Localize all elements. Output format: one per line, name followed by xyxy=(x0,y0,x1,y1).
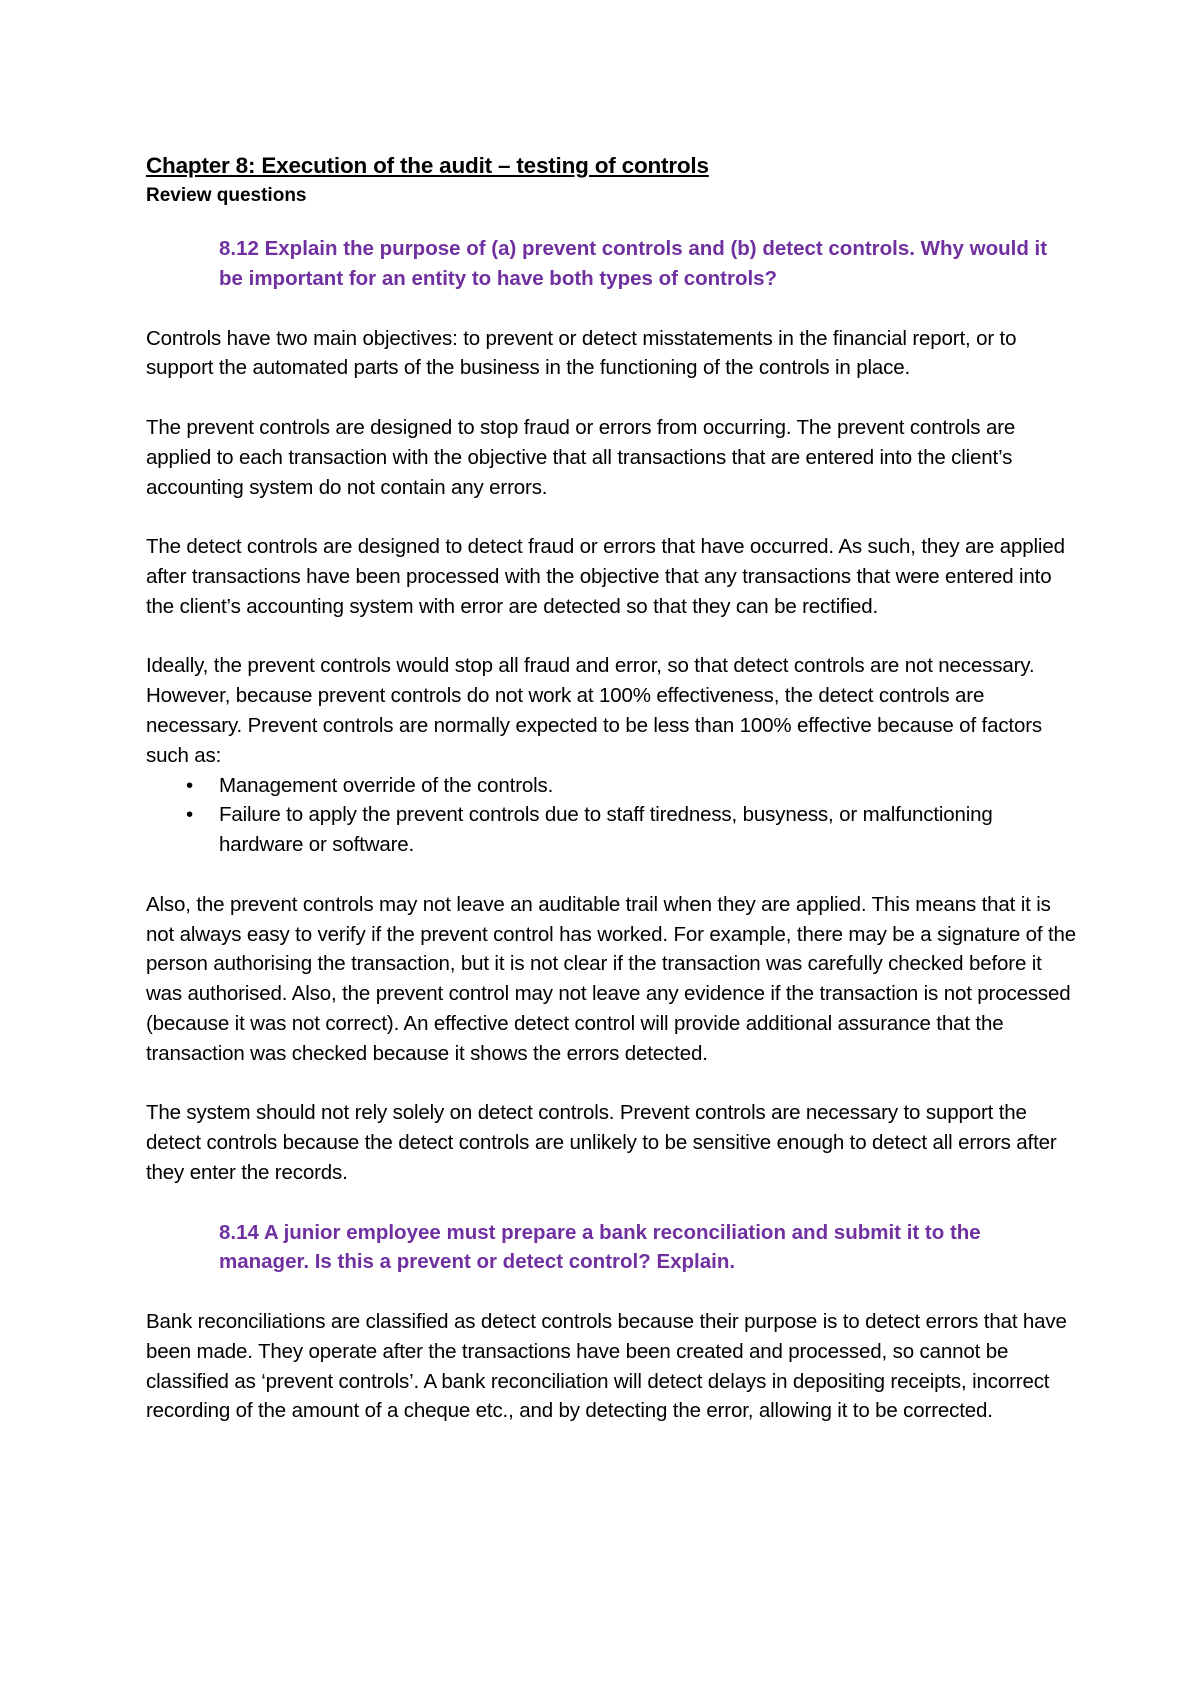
factors-list xyxy=(146,771,1076,860)
list-item-text: Management override of the controls. xyxy=(219,773,554,797)
list-item-text: Failure to apply the prevent controls due to staff tiredness, busyness, or malfunctioning hardware or software. xyxy=(219,803,993,857)
answer-8-12-paragraph-3: The detect controls are designed to detect fraud or errors that have occurred. As such, they are applied after transactions have been processed with the objective that any transactions that were entered into the client’s accounting system with error are detected so that they can be rectified. xyxy=(146,535,1065,618)
bullet-icon: • xyxy=(186,803,194,827)
answer-8-14-paragraph-1: Bank reconciliations are classified as detect controls because their purpose is to detect errors that have been made. They operate after the transactions have been created and processed, so cannot be classified as ‘prevent controls’. A bank reconciliation will detect delays in depositing receipts, incorrect recording of the amount of a cheque etc., and by detecting the error, allowing it to be corrected. xyxy=(146,1310,1067,1423)
chapter-title: Chapter 8: Execution of the audit – testing of controls xyxy=(146,153,709,178)
answer-8-12-paragraph-5: Also, the prevent controls may not leave an auditable trail when they are applied. This means that it is not always easy to verify if the prevent control has worked. For example, there may be a signature of the person authorising the transaction, but it is not clear if the transaction was carefully checked before it was authorised. Also, the prevent control may not leave any evidence if the transaction is not processed (because it was not correct). An effective detect control will provide additional assurance that the transaction was checked because it shows the errors detected. xyxy=(146,892,1077,1065)
answer-8-12-paragraph-1: Controls have two main objectives: to prevent or detect misstatements in the financial report, or to support the automated parts of the business in the functioning of the controls in place. xyxy=(146,326,1017,380)
answer-8-12-paragraph-6: The system should not rely solely on detect controls. Prevent controls are necessary to support the detect controls because the detect controls are unlikely to be sensitive enough to detect all errors after they enter the records. xyxy=(146,1101,1057,1184)
list-item xyxy=(146,800,1076,860)
bullet-icon: • xyxy=(186,773,194,797)
document-page xyxy=(146,150,1076,1456)
list-item xyxy=(146,771,1076,801)
question-8-14: 8.14 A junior employee must prepare a bank reconciliation and submit it to the manager. Is this a prevent or detect control? Explain. xyxy=(219,1220,981,1274)
answer-8-12-paragraph-2: The prevent controls are designed to stop fraud or errors from occurring. The prevent controls are applied to each transaction with the objective that all transactions that are entered into the client’s accounting system do not contain any errors. xyxy=(146,415,1016,499)
question-8-12: 8.12 Explain the purpose of (a) prevent controls and (b) detect controls. Why would it be important for an entity to have both types of controls? xyxy=(219,237,1048,290)
answer-8-12-paragraph-4: Ideally, the prevent controls would stop all fraud and error, so that detect controls are not necessary. However, because prevent controls do not work at 100% effectiveness, the detect controls are necessary. Prevent controls are normally expected to be less than 100% effective because of factors such as: xyxy=(146,654,1042,767)
section-subtitle: Review questions xyxy=(146,185,307,206)
